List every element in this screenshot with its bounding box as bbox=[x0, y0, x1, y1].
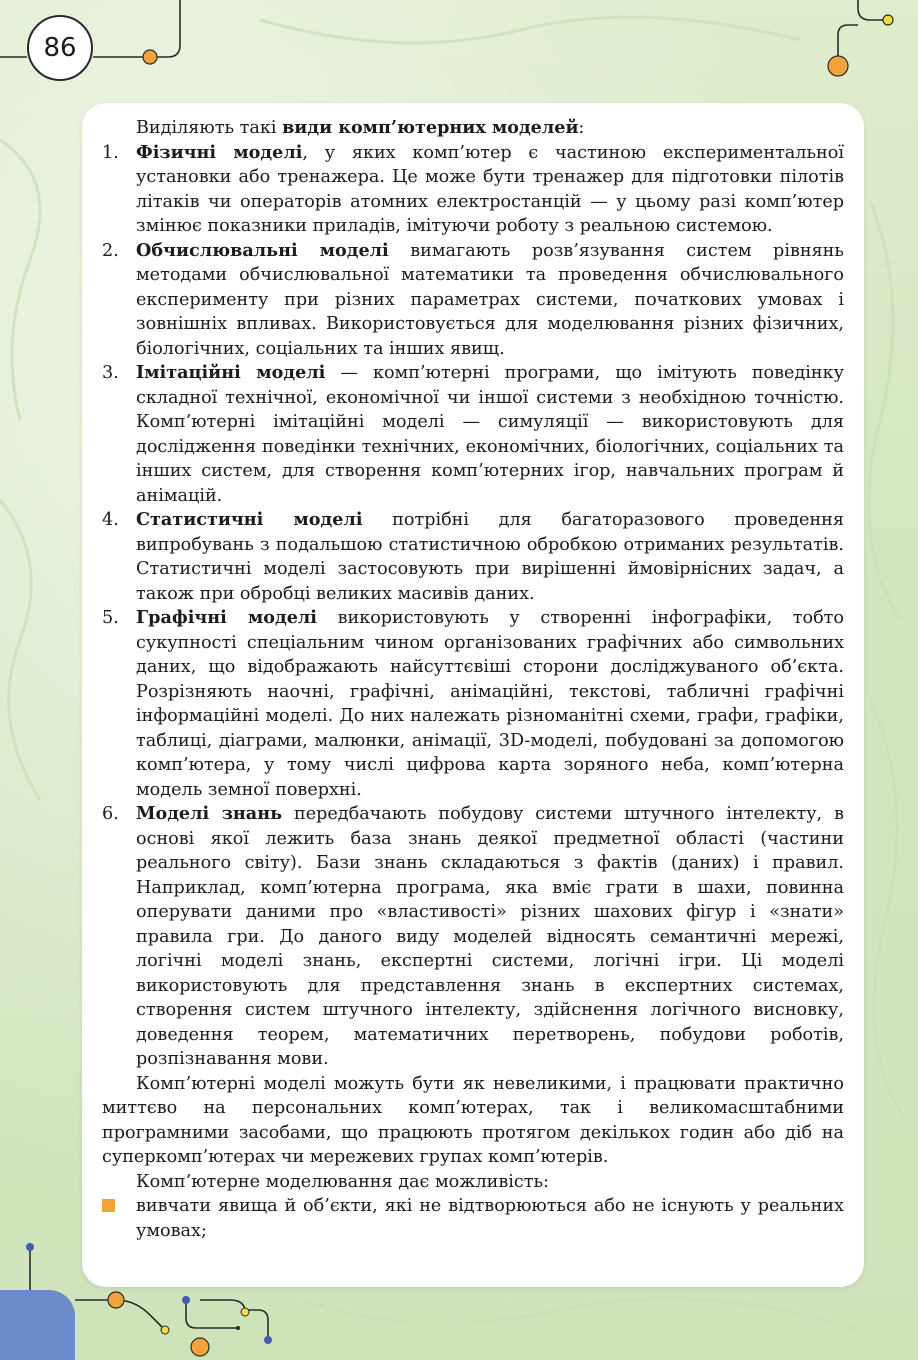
item-text: потрібні для багаторазового проведення випробувань з подальшою статистичною обробкою отриманих результатів. Статистичні моделі застосовують при вирішенні ймовірнісних задач, а також при обробці великих масивів даних. bbox=[136, 510, 845, 604]
item-number: 1. bbox=[102, 142, 119, 163]
list-item bbox=[102, 141, 844, 239]
bullet-text: вивчати явища й об’єкти, які не відтворюються або не існують у реальних умовах; bbox=[136, 1196, 844, 1241]
list-item bbox=[102, 361, 844, 508]
list-item bbox=[102, 802, 844, 1072]
intro-after: : bbox=[578, 118, 585, 138]
item-text: , у яких комп’ютер є частиною експериментальної установки або тренажера. Це може бути тренажер для підготовки пілотів літаків чи операторів атомних електростанцій — у цьому разі комп’ютер змінює показники приладів, імітуючи роботу з реальною системою. bbox=[136, 142, 844, 236]
intro-bold: види комп’ютерних моделей bbox=[282, 117, 579, 138]
item-number: 5. bbox=[102, 608, 119, 628]
intro-before: Виділяють такі bbox=[136, 118, 283, 138]
item-term: Імітаційні моделі bbox=[136, 362, 326, 383]
item-term: Моделі знань bbox=[136, 803, 283, 824]
intro-paragraph bbox=[102, 116, 844, 141]
page-content bbox=[102, 116, 844, 1243]
paragraph-scale: Комп’ютерні моделі можуть бути як невеликими, і працювати практично миттєво на персональних комп’ютерах, так і великомасштабними програмними засобами, що працюють протягом декількох годин або діб на суперкомп’ютерах чи мережевих групах комп’ютерів. bbox=[102, 1073, 844, 1167]
item-term: Графічні моделі bbox=[136, 607, 317, 628]
item-term: Статистичні моделі bbox=[136, 509, 363, 530]
bullet-item bbox=[102, 1194, 844, 1243]
item-number: 4. bbox=[102, 510, 119, 530]
page-number: 86 bbox=[27, 15, 93, 81]
square-bullet-icon bbox=[102, 1199, 115, 1212]
item-term: Фізичні моделі bbox=[136, 141, 303, 163]
list-item bbox=[102, 606, 844, 802]
paragraph-possibilities: Комп’ютерне моделювання дає можливість: bbox=[136, 1171, 549, 1192]
item-text: використовують у створенні інфографіки, тобто сукупності спеціальним чином організованих графічних або символьних даних, що відображають найсуттєвіші сторони досліджуваного об’єкта. Розрізняють наочні, графічні, анімаційні, текстові, табличні графічні інформаційні моделі. До них належать різноманітні схеми, графи, графіки, таблиці, діаграми, малюнки, анімації, 3D-моделі, побудовані за допомогою комп’ютера, у тому числі цифрова карта зоряного неба, комп’ютерна модель земної поверхні. bbox=[136, 608, 844, 800]
item-number: 2. bbox=[102, 240, 119, 261]
model-types-list bbox=[102, 141, 844, 1072]
list-item bbox=[102, 239, 844, 362]
list-item bbox=[102, 508, 844, 606]
item-number: 6. bbox=[102, 804, 119, 824]
item-text: передбачають побудову системи штучного інтелекту, в основі якої лежить база знань деякої предметної області (частини реального світу). Бази знань складаються з фактів (даних) і правил. Наприклад, комп’ютерна програма, яка вміє грати в шахи, повинна оперувати даними про «властивості» різних шахових фігур і «знати» правила гри. До даного виду моделей відносять семантичні мережі, логічні моделі знань, експертні системи, логічні ігри. Ці моделі використовують для представлення знань в експертних системах, створення систем штучного інтелекту, здійснення логічного висновку, доведення теорем, математичних перетворень, побудови роботів, розпізнавання мови. bbox=[136, 804, 844, 1069]
item-term: Обчислювальні моделі bbox=[136, 239, 389, 261]
page-corner-tab bbox=[0, 1290, 75, 1360]
item-text: вимагають розв’язування систем рівнянь методами обчислювальної математики та проведення обчислювального експерименту при різних параметрах системи, початкових умовах і зовнішніх впливах. Використовується для моделювання різних фізичних, біологічних, соціальних та інших явищ. bbox=[136, 240, 844, 359]
item-text: — комп’ютерні програми, що імітують поведінку складної технічної, економічної чи іншої системи з необхідною точністю. Комп’ютерні імітаційні моделі — симуляції — використовують для дослідження поведінки технічних, економічних, біологічних, соціальних та інших систем, для створення комп’ютерних ігор, навчальних програм й анімацій. bbox=[136, 363, 844, 506]
possibilities-list bbox=[102, 1194, 844, 1243]
item-number: 3. bbox=[102, 363, 119, 383]
